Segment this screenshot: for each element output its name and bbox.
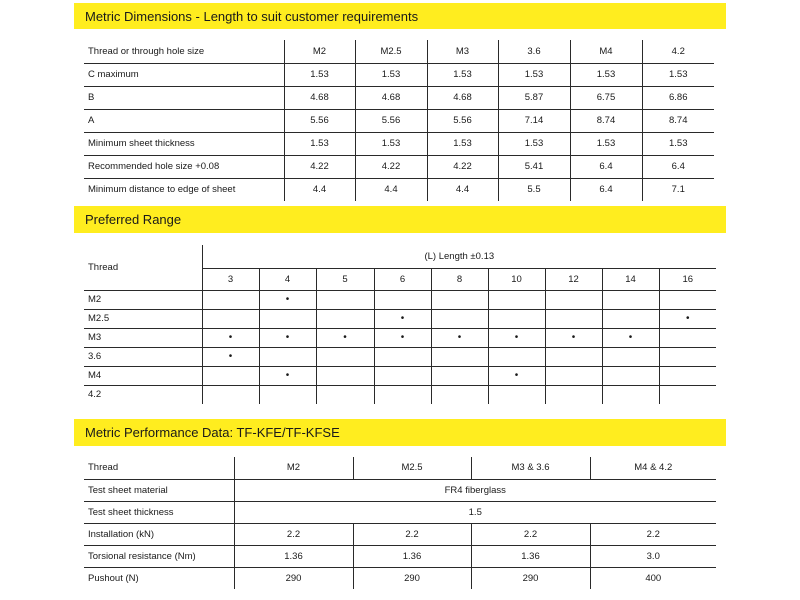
header-row xyxy=(84,245,716,268)
table-row xyxy=(84,290,716,309)
table-cell: 1.53 xyxy=(498,63,570,86)
performance-data-table xyxy=(84,457,716,589)
section-header-performance-data xyxy=(74,419,726,446)
table-cell: 4.22 xyxy=(355,155,427,178)
table-cell xyxy=(659,366,716,385)
table-row xyxy=(84,309,716,328)
table-cell: 5.5 xyxy=(498,178,570,201)
table-cell: 4.4 xyxy=(284,178,355,201)
table-cell: 4.68 xyxy=(355,86,427,109)
column-header: 3.6 xyxy=(498,40,570,63)
table-cell xyxy=(431,290,488,309)
table-cell: 1.53 xyxy=(284,63,355,86)
table-cell: 4.68 xyxy=(284,86,355,109)
table-cell: 4.22 xyxy=(284,155,355,178)
material-value: FR4 fiberglass xyxy=(234,479,716,501)
dot-marker: • xyxy=(374,309,431,328)
thread-header: Thread xyxy=(84,245,202,290)
material-row xyxy=(84,479,716,501)
dot-marker: • xyxy=(431,328,488,347)
dot-marker: • xyxy=(259,328,316,347)
table-row xyxy=(84,63,714,86)
table-row xyxy=(84,385,716,404)
length-value: 6 xyxy=(374,268,431,290)
table-cell xyxy=(659,328,716,347)
table-cell: 400 xyxy=(590,567,716,589)
table-cell xyxy=(545,385,602,404)
section-title: Metric Dimensions - Length to suit customer requirements xyxy=(85,8,419,24)
table-cell xyxy=(602,385,659,404)
table-cell xyxy=(488,309,545,328)
table-cell: 7.1 xyxy=(642,178,714,201)
table-cell: 290 xyxy=(234,567,353,589)
dot-marker: • xyxy=(316,328,374,347)
row-label: Minimum distance to edge of sheet xyxy=(88,184,236,196)
table-cell: 1.53 xyxy=(570,132,642,155)
table-cell: 4.68 xyxy=(427,86,498,109)
table-cell xyxy=(431,347,488,366)
table-row xyxy=(84,132,714,155)
row-label: B xyxy=(84,86,284,109)
column-header-label: Thread xyxy=(84,457,234,479)
table-cell xyxy=(602,366,659,385)
table-cell: 290 xyxy=(353,567,471,589)
length-value: 4 xyxy=(259,268,316,290)
table-row xyxy=(84,545,716,567)
table-row xyxy=(84,366,716,385)
section-title: Preferred Range xyxy=(85,212,182,227)
table-row xyxy=(84,178,714,201)
row-label: M2.5 xyxy=(84,309,202,328)
table-cell: 290 xyxy=(471,567,590,589)
table-cell: 5.87 xyxy=(498,86,570,109)
column-header: M2 xyxy=(284,40,355,63)
row-label: Test sheet material xyxy=(84,479,234,501)
row-label: Minimum sheet thickness xyxy=(84,132,284,155)
table-cell xyxy=(659,347,716,366)
table-cell xyxy=(374,347,431,366)
table-cell: 5.41 xyxy=(498,155,570,178)
row-label: M2 xyxy=(84,290,202,309)
section-title: Metric Performance Data: TF-KFE/TF-KFSE xyxy=(85,425,340,440)
column-header-label: Thread or through hole size xyxy=(84,40,284,63)
table-cell: 1.53 xyxy=(570,63,642,86)
table-cell: 6.4 xyxy=(642,155,714,178)
table-cell: 6.4 xyxy=(570,178,642,201)
table-cell: 4.4 xyxy=(355,178,427,201)
table-cell: 1.53 xyxy=(642,63,714,86)
table-cell: 1.53 xyxy=(284,132,355,155)
table-cell: 5.56 xyxy=(284,109,355,132)
column-header: M3 & 3.6 xyxy=(471,457,590,479)
table-cell xyxy=(374,366,431,385)
table-cell: 1.53 xyxy=(498,132,570,155)
table-cell xyxy=(259,385,316,404)
length-value: 14 xyxy=(602,268,659,290)
table-cell: 1.53 xyxy=(427,63,498,86)
table-cell xyxy=(202,309,259,328)
table-cell xyxy=(431,385,488,404)
length-value: 16 xyxy=(659,268,716,290)
table-row xyxy=(84,155,714,178)
row-label: Recommended hole size +0.08 xyxy=(84,155,284,178)
section-header-preferred-range xyxy=(74,206,726,233)
table-row xyxy=(84,328,716,347)
table-cell xyxy=(431,309,488,328)
dot-marker: • xyxy=(488,366,545,385)
table-cell xyxy=(316,347,374,366)
table-cell xyxy=(602,309,659,328)
table-cell: 1.36 xyxy=(471,545,590,567)
column-header: M2.5 xyxy=(353,457,471,479)
table-cell: 1.53 xyxy=(355,132,427,155)
table-cell xyxy=(602,290,659,309)
table-cell xyxy=(316,290,374,309)
table-cell: 2.2 xyxy=(234,523,353,545)
length-value: 8 xyxy=(431,268,488,290)
length-value: 3 xyxy=(202,268,259,290)
length-value: 12 xyxy=(545,268,602,290)
table-cell xyxy=(259,309,316,328)
table-cell xyxy=(545,309,602,328)
table-cell: 1.53 xyxy=(427,132,498,155)
table-cell xyxy=(374,385,431,404)
table-cell: 2.2 xyxy=(590,523,716,545)
table-cell xyxy=(202,385,259,404)
dot-marker: • xyxy=(202,347,259,366)
row-label: M4 xyxy=(84,366,202,385)
column-header: M2 xyxy=(234,457,353,479)
row-label: Installation (kN) xyxy=(84,523,234,545)
dot-marker: • xyxy=(374,328,431,347)
table-cell xyxy=(374,290,431,309)
table-row xyxy=(84,86,714,109)
table-row xyxy=(84,109,714,132)
table-row xyxy=(84,567,716,589)
table-cell xyxy=(202,290,259,309)
table-cell xyxy=(602,347,659,366)
table-cell xyxy=(545,290,602,309)
row-label: M3 xyxy=(84,328,202,347)
metric-dimensions-table xyxy=(84,40,714,201)
row-label: Torsional resistance (Nm) xyxy=(84,545,234,567)
dot-marker: • xyxy=(259,366,316,385)
column-header: 4.2 xyxy=(642,40,714,63)
table-cell xyxy=(488,290,545,309)
table-cell xyxy=(316,309,374,328)
preferred-range-table xyxy=(84,245,716,404)
row-label: C maximum xyxy=(84,63,284,86)
length-header: (L) Length ±0.13 xyxy=(202,245,716,268)
table-cell: 4.4 xyxy=(427,178,498,201)
length-value: 10 xyxy=(488,268,545,290)
row-label: A xyxy=(84,109,284,132)
table-cell: 2.2 xyxy=(471,523,590,545)
dot-marker: • xyxy=(545,328,602,347)
table-cell xyxy=(431,366,488,385)
table-cell xyxy=(488,347,545,366)
row-label: Pushout (N) xyxy=(88,572,139,584)
column-header: M3 xyxy=(427,40,498,63)
table-row xyxy=(84,347,716,366)
table-cell: 4.22 xyxy=(427,155,498,178)
thickness-value: 1.5 xyxy=(234,501,716,523)
dot-marker: • xyxy=(488,328,545,347)
table-cell: 7.14 xyxy=(498,109,570,132)
table-cell xyxy=(545,366,602,385)
table-cell xyxy=(659,290,716,309)
section-header-metric-dimensions xyxy=(74,3,726,29)
dot-marker: • xyxy=(259,290,316,309)
table-cell: 1.53 xyxy=(642,132,714,155)
dot-marker: • xyxy=(659,309,716,328)
header-row xyxy=(84,40,714,63)
table-cell: 8.74 xyxy=(642,109,714,132)
table-cell: 6.86 xyxy=(642,86,714,109)
table-cell: 5.56 xyxy=(355,109,427,132)
table-cell: 6.4 xyxy=(570,155,642,178)
table-cell: 5.56 xyxy=(427,109,498,132)
table-cell: 1.36 xyxy=(234,545,353,567)
table-cell xyxy=(259,347,316,366)
table-cell: 2.2 xyxy=(353,523,471,545)
table-cell: 8.74 xyxy=(570,109,642,132)
thickness-row xyxy=(84,501,716,523)
row-label: Test sheet thickness xyxy=(84,501,234,523)
length-value: 5 xyxy=(316,268,374,290)
dot-marker: • xyxy=(202,328,259,347)
table-cell xyxy=(316,385,374,404)
table-cell: 1.53 xyxy=(355,63,427,86)
row-label: 3.6 xyxy=(84,347,202,366)
dot-marker: • xyxy=(602,328,659,347)
table-cell xyxy=(545,347,602,366)
row-label: 4.2 xyxy=(88,389,102,401)
table-cell xyxy=(659,385,716,404)
table-cell xyxy=(202,366,259,385)
table-cell: 3.0 xyxy=(590,545,716,567)
table-cell: 1.36 xyxy=(353,545,471,567)
table-cell: 6.75 xyxy=(570,86,642,109)
column-header: M2.5 xyxy=(355,40,427,63)
table-row xyxy=(84,523,716,545)
column-header: M4 & 4.2 xyxy=(590,457,716,479)
header-row xyxy=(84,457,716,479)
table-cell xyxy=(316,366,374,385)
table-cell xyxy=(488,385,545,404)
column-header: M4 xyxy=(570,40,642,63)
